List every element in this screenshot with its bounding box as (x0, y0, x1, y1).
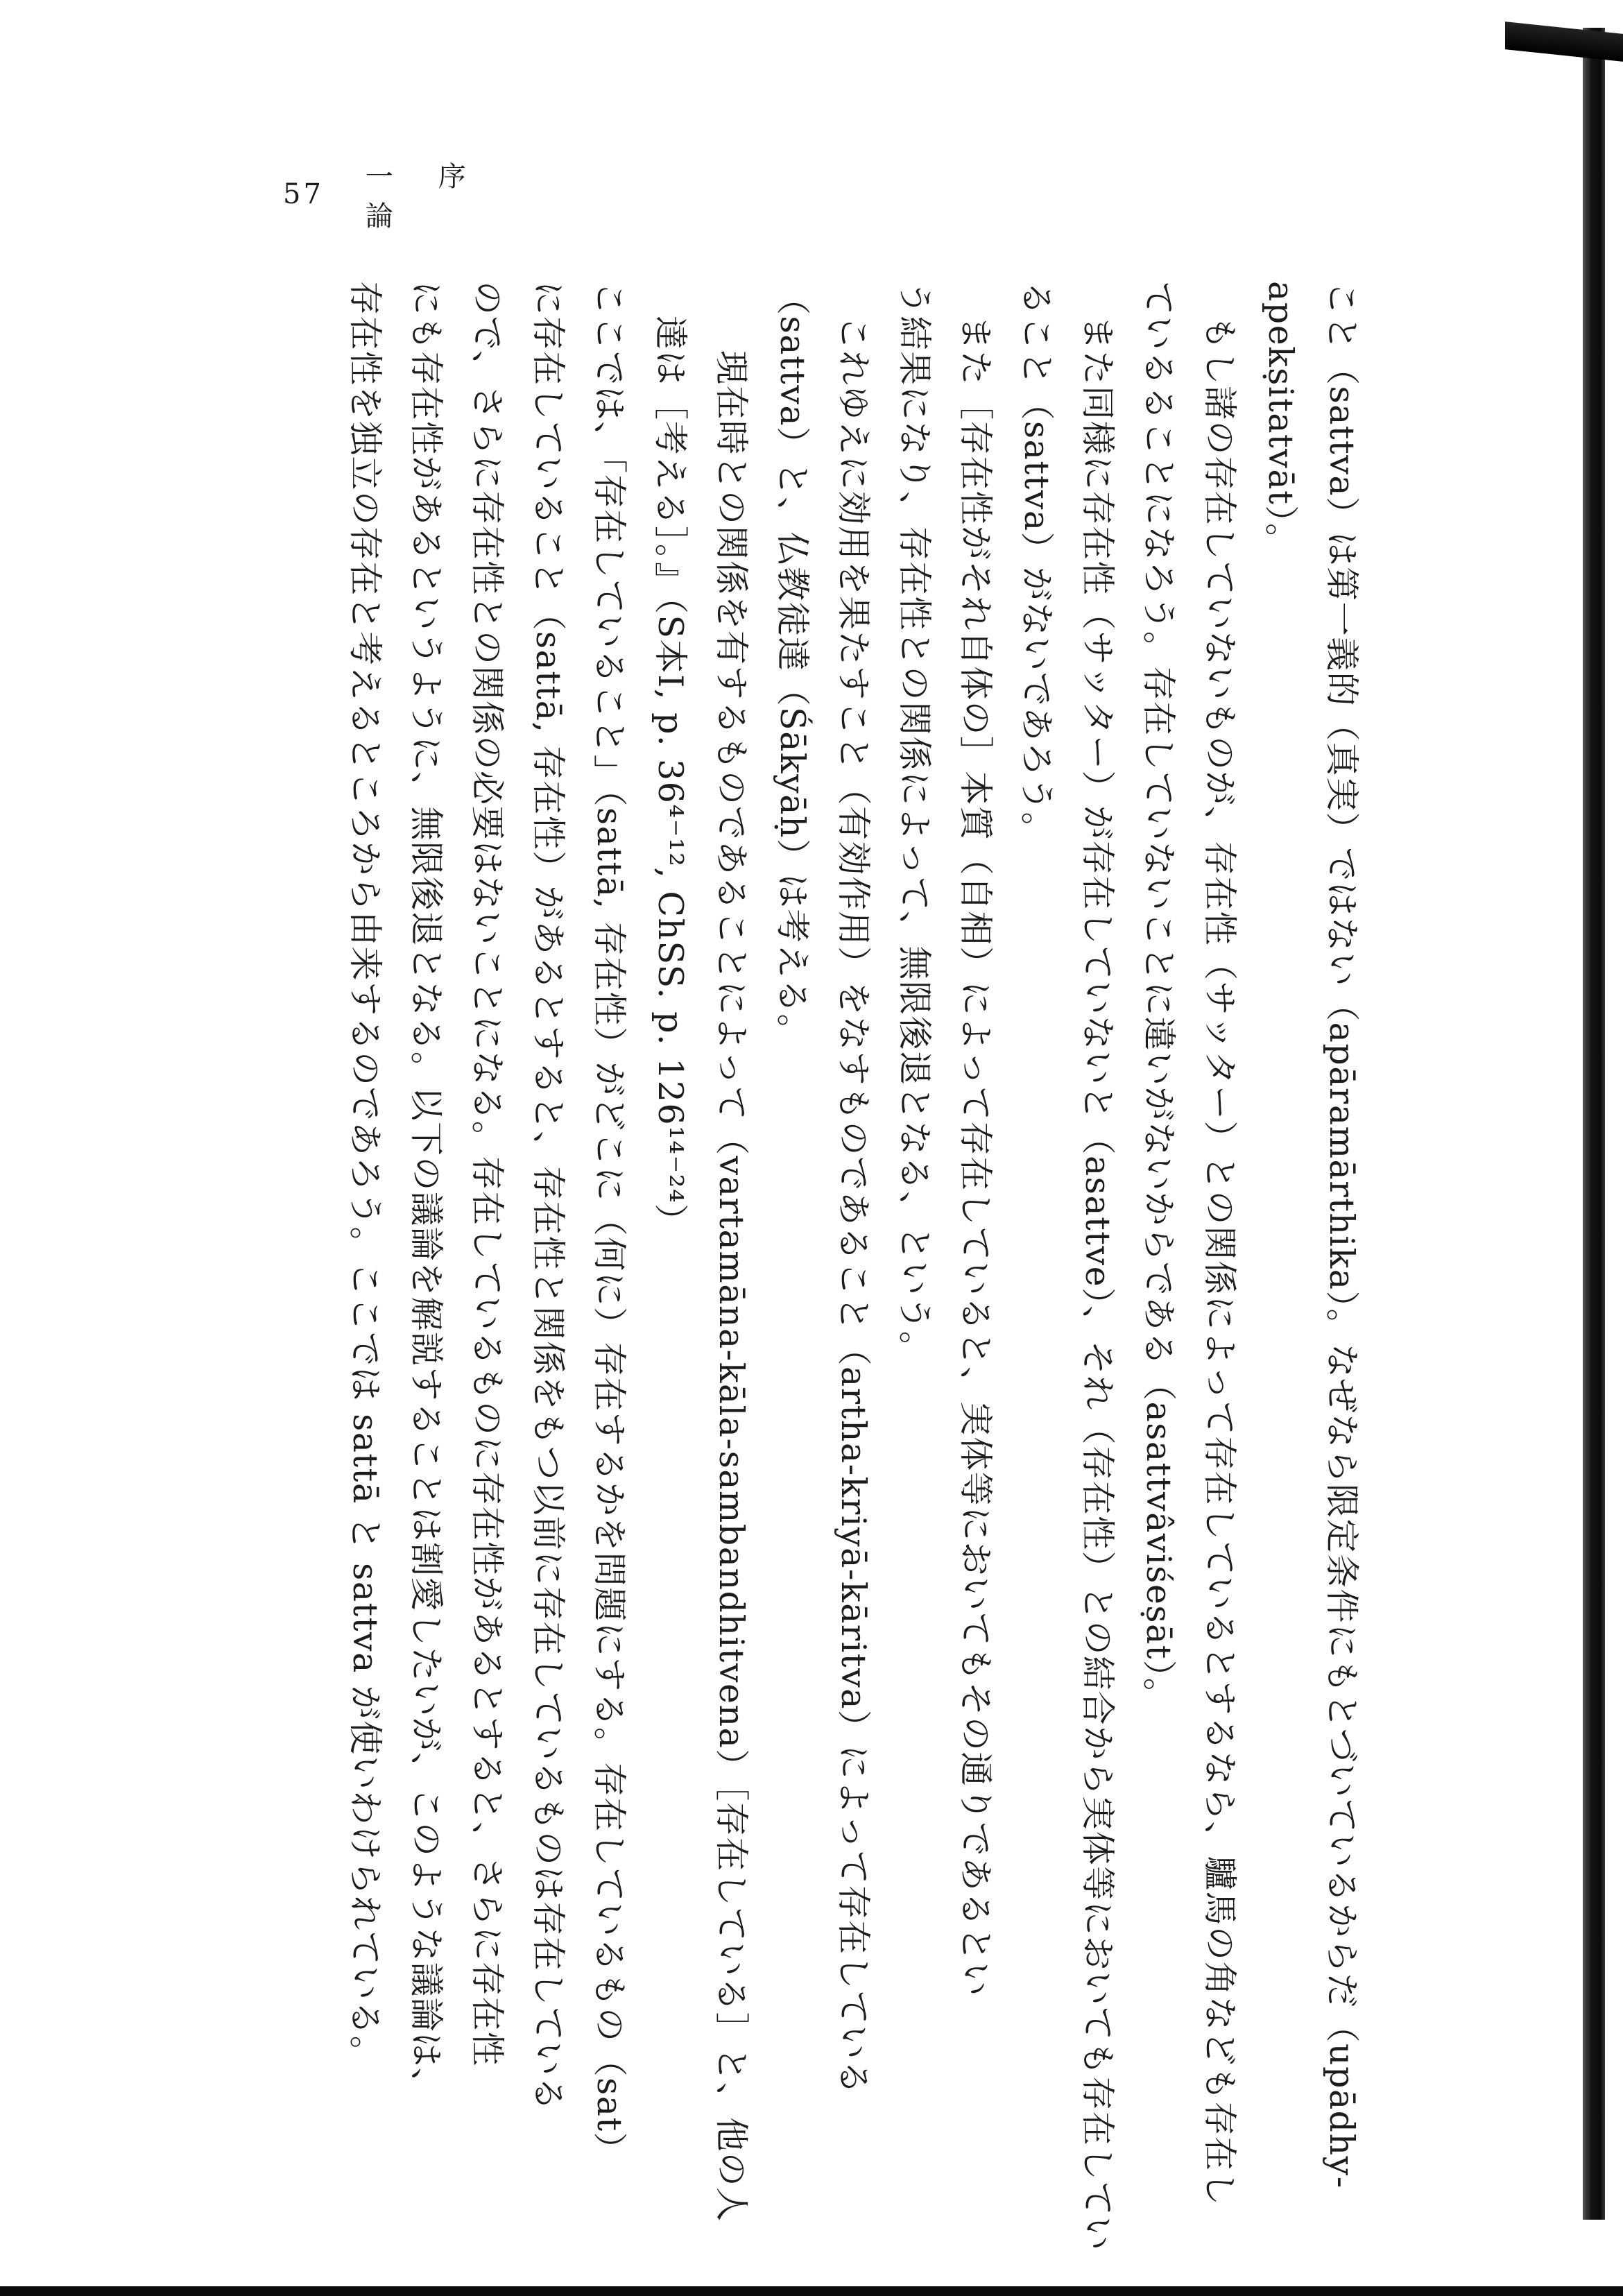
body-text (295, 281, 1366, 2252)
text-line: また［存在性がそれ自体の］本質（自相）によって存在していると、実体等においてもその通りであるとい (956, 316, 995, 1998)
binding-cap (1505, 22, 1623, 62)
page-number: 57 (283, 178, 324, 210)
text-line: ここでは、「存在していること」（sattā, 存在性）がどこに（何に）存在するかを問題にする。存在しているもの（sat） (590, 281, 629, 2168)
text-line: 達は［考える］。』（S本I, p. 36⁴⁻¹², ChSS. p. 126¹⁴⁻²⁴） (651, 316, 690, 1239)
text-line: これゆえに効用を果たすこと（有効作用）をなすものであること（artha-kriyā-kāritva）によって存在している (834, 316, 873, 2096)
binding-edge (1568, 28, 1623, 2220)
text-line: にも存在性があるというように、無限後退となる。以下の議論を解説することは割愛したいが、このような議論は、 (406, 281, 446, 2103)
text-line: また同様に存在性（サッター）が存在していないと（asattve）、それ（存在性）との結合から実体等においても存在してい (1078, 316, 1117, 2252)
text-line: ているることになろう。存在していないことに違いがないからである（asattvâviśeṣāt）。 (1139, 281, 1178, 1713)
text-line: apekṣitatvāt）。 (1261, 281, 1300, 558)
running-head (283, 161, 533, 232)
text-line: ので、さらに存在性との関係の必要はないことになる。存在しているものに存在性があるとすると、さらに存在性 (467, 281, 507, 2067)
text-line: （sattva）と、仏教徒達（Śākyāḥ）は考える。 (773, 281, 812, 1050)
binding-shadow (1583, 28, 1605, 2220)
text-line: 現在時との関係を有するものであることによって（vartamāna-kāla-sambandhitvena）［存在している］と、他の人 (712, 350, 751, 2222)
text-line: ること（sattva）がないであろう。 (1017, 281, 1056, 848)
text-line: に存在していること（sattā, 存在性）があるとすると、存在性と関係をもつ以前に存在しているものは存在している (529, 281, 568, 2112)
bottom-rule (0, 2286, 1623, 2296)
text-line: う結果になり、存在性との関係によって、無限後退となる、という。 (895, 281, 934, 1367)
text-line: もし諸の存在していないものが、存在性（サッター）との関係によって存在しているとするなら、驢馬の角なども存在し (1200, 316, 1239, 2207)
section-title: 一 序 論 (365, 161, 484, 232)
text-line: 存在性を独立の存在と考えるところから由来するのであろう。ここでは sattā と sattva が使いわけられている。 (345, 281, 385, 2071)
text-line: こと（sattva）は第一義的（真実）ではない（apāramārthika）。なぜなら限定条件にもとづいているからだ（upādhy- (1322, 281, 1362, 2189)
